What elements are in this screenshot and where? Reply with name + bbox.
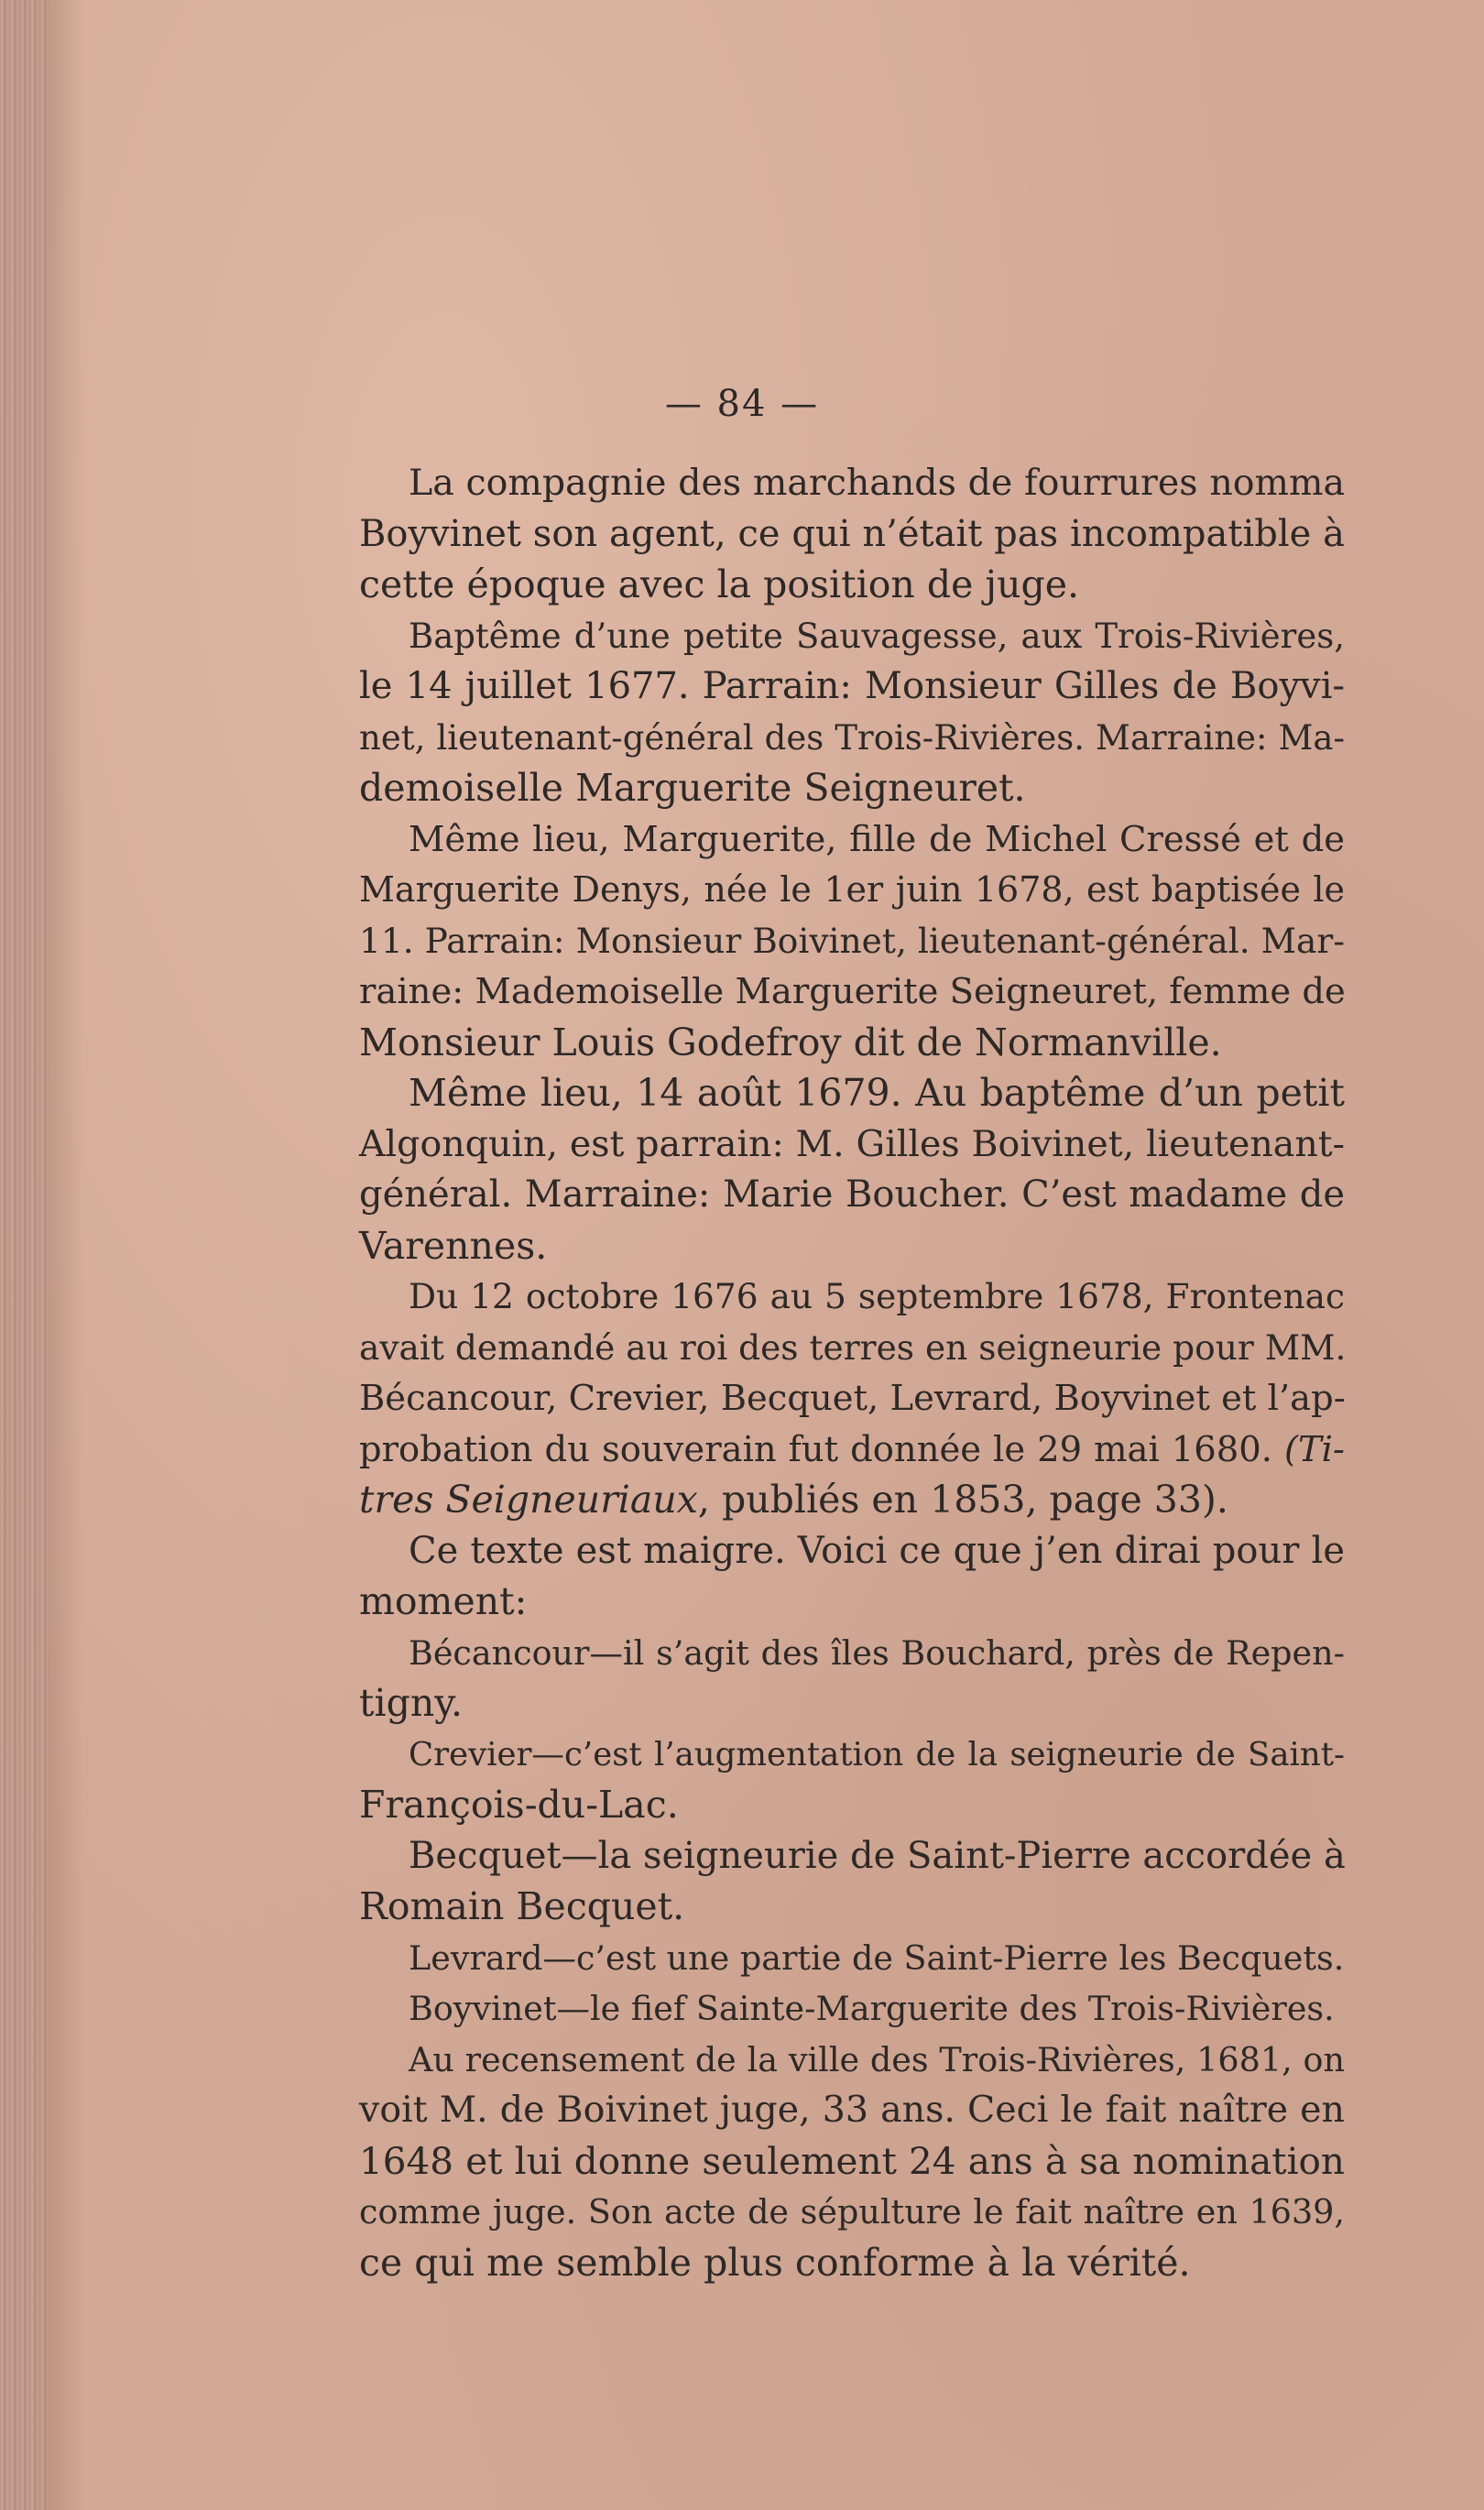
text-line-content: général. Marraine: Marie Boucher. C’est madame de: [359, 1173, 1345, 1216]
text-line-content: François-du-Lac.: [359, 1783, 679, 1827]
book-spine-edge: [0, 0, 48, 2510]
text-line-content: Becquet—la seigneurie de Saint-Pierre accordée à: [409, 1834, 1346, 1877]
text-line: [359, 1373, 1345, 1424]
text-line-content: 11. Parrain: Monsieur Boivinet, lieutenant-général. Mar-: [359, 920, 1345, 961]
text-line: [359, 661, 1345, 713]
text-line-content: cette époque avec la position de juge.: [359, 562, 1080, 606]
text-line: [359, 1780, 1345, 1831]
text-line-content: comme juge. Son acte de sépulture le fait naître en 1639,: [359, 2192, 1345, 2232]
text-line-content: Même lieu, Marguerite, fille de Michel Cressé et de: [409, 818, 1345, 860]
text-line-content: Bécancour, Crevier, Becquet, Levrard, Boyvinet et l’ap-: [359, 1378, 1346, 1419]
text-line: [359, 1526, 1345, 1577]
text-line: [359, 611, 1345, 662]
text-line: [359, 1678, 1345, 1730]
text-line-content: raine: Mademoiselle Marguerite Seigneuret, femme de: [359, 971, 1346, 1012]
text-line: [359, 509, 1345, 561]
text-line: [359, 1983, 1345, 2035]
text-line-content: Varennes.: [359, 1223, 548, 1268]
text-line-content: Au recensement de la ville des Trois-Rivières, 1681, on: [409, 2039, 1345, 2079]
text-line-content: Levrard—c’est une partie de Saint-Pierre les Becquets.: [409, 1937, 1345, 1978]
text-line-content: La compagnie des marchands de fourrures nomma: [409, 462, 1345, 504]
text-line-content: Baptême d’une petite Sauvagesse, aux Trois-Rivières,: [409, 616, 1345, 656]
text-line-content: Monsieur Louis Godefroy dit de Normanville.: [359, 1020, 1222, 1064]
text-line: [359, 1577, 1345, 1628]
text-line-content: ce qui me semble plus conforme à la vérité.: [359, 2240, 1191, 2285]
text-line: [359, 1323, 1345, 1374]
text-line: [359, 1730, 1345, 1781]
text-line: [359, 2136, 1345, 2188]
text-line: [359, 1831, 1345, 1882]
text-line-content: net, lieutenant-général des Trois-Rivières. Marraine: Ma-: [359, 717, 1345, 758]
text-line-content: le 14 juillet 1677. Parrain: Monsieur Gilles de Boyvi-: [359, 665, 1345, 707]
text-line: [359, 1018, 1345, 1069]
text-line: [359, 2238, 1345, 2289]
page-number: — 84 —: [664, 383, 820, 425]
text-line: [359, 2187, 1345, 2238]
text-line: [359, 2035, 1345, 2086]
body-text: [359, 458, 1345, 2288]
text-line-content: Du 12 octobre 1676 au 5 septembre 1678, Frontenac: [409, 1276, 1345, 1316]
text-line-tail: , publiés en 1853, page 33).: [697, 1478, 1228, 1522]
text-line: [359, 1271, 1345, 1323]
text-line-content: moment:: [359, 1579, 528, 1623]
gutter-shadow: [48, 0, 84, 2510]
text-line-content: Ce texte est maigre. Voici ce que j’en dirai pour le: [409, 1529, 1345, 1572]
text-line: [359, 763, 1345, 814]
text-line-content: Algonquin, est parrain: M. Gilles Boivinet, lieutenant-: [359, 1122, 1345, 1165]
italic-title: (Ti-: [1283, 1428, 1345, 1470]
text-line-content: Crevier—c’est l’augmentation de la seigneurie de Saint-: [409, 1735, 1345, 1773]
text-line: [359, 2085, 1345, 2136]
text-line: [359, 1424, 1345, 1476]
text-line: [359, 1475, 1345, 1526]
text-line-content: Marguerite Denys, née le 1er juin 1678, est baptisée le: [359, 869, 1345, 910]
text-line-content: demoiselle Marguerite Seigneuret.: [359, 766, 1026, 810]
text-line: [359, 1221, 1345, 1272]
text-line-content: tigny.: [359, 1681, 463, 1725]
text-line-content: Bécancour—il s’agit des îles Bouchard, près de Repen-: [409, 1632, 1345, 1673]
text-line-content: avait demandé au roi des terres en seigneurie pour MM.: [359, 1326, 1347, 1368]
text-line: [359, 560, 1345, 611]
text-line: [359, 865, 1345, 916]
text-line-content: voit M. de Boivinet juge, 33 ans. Ceci le fait naître en: [359, 2089, 1345, 2131]
text-line-content: probation du souverain fut donnée le 29 mai 1680.: [359, 1428, 1272, 1470]
text-line-content: Boyvinet son agent, ce qui n’était pas incompatible à: [359, 512, 1345, 555]
text-line-content: 1648 et lui donne seulement 24 ans à sa nomination: [359, 2138, 1345, 2183]
text-line-content: Boyvinet—le fief Sainte-Marguerite des Trois-Rivières.: [409, 1989, 1335, 2028]
text-line: [359, 814, 1345, 866]
text-line: [359, 713, 1345, 764]
text-line: [359, 1119, 1345, 1171]
text-line-content: Même lieu, 14 août 1679. Au baptême d’un petit: [409, 1071, 1345, 1115]
text-line-content: Romain Becquet.: [359, 1884, 685, 1928]
text-line: [359, 916, 1345, 967]
text-line: [359, 1933, 1345, 1984]
text-line: [359, 458, 1345, 509]
text-line: [359, 1170, 1345, 1221]
text-line: [359, 1628, 1345, 1679]
italic-title: tres Seigneuriaux: [359, 1478, 698, 1522]
text-line: [359, 1068, 1345, 1119]
text-line: [359, 1882, 1345, 1933]
text-line: [359, 966, 1345, 1018]
